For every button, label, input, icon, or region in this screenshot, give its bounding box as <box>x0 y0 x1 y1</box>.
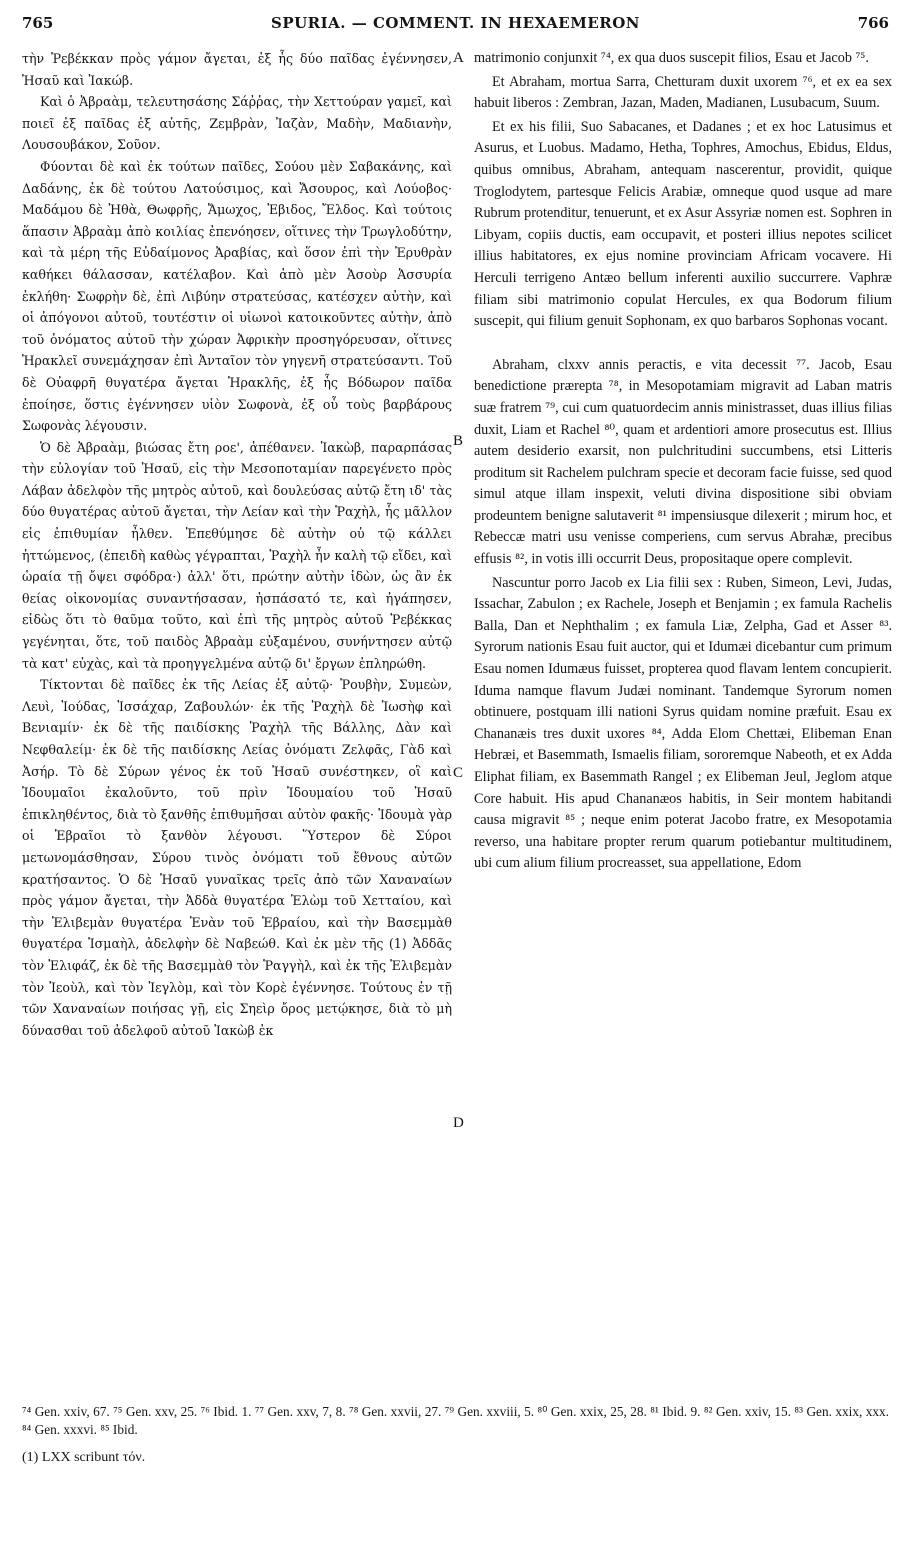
running-title: SPURIA. — COMMENT. IN HEXAEMERON <box>270 14 641 32</box>
latin-paragraph: Et ex his filii, Suo Sabacanes, et Dadanes ; et ex hoc Latusimus et Asurus, et Luobus. Madamo, Hetha, Tophres, Amochus, Ebidus, Eldus, quibus omnibus, Abraham, antequam nascerentur, providit, quique Troglodytem, partesque Felicis Arabiæ, omneque quod usque ad mare Rubrum protenditur, tenuerunt, et ex Asur Assyriæ nomen est. Sophren in Libyam, copiis ductis, eam occupavit, et posteri illius nepotes scilicet illius habitatores, ex ejus nomine provinciam Africam vocavere. Hi Herculi terrigeno Antæo bellum inferenti auxilio succurrere. Vaphræ filiam sibi matrimonio copulat Hercules, ex qua Bodorum filium suscepit, qui filium genuit Sophonam, ex quo barbaros Sophonas vocant. <box>474 118 892 330</box>
margin-letter-b: B <box>453 433 464 449</box>
greek-paragraph: Καὶ ὁ Ἀβραὰμ, τελευτησάσης Σάῤῥας, τὴν Χεττούραν γαμεῖ, καὶ ποιεῖ ἐξ παῖδας ἐξ αὐτῆς, Ζεμβρὰν, Ἰαζὰν, Μαδὴν, Μαδιανὴν, Λουσουβάκον, Σοῦον. <box>22 94 452 153</box>
latin-paragraph: Nascuntur porro Jacob ex Lia filii sex : Ruben, Simeon, Levi, Judas, Issachar, Zabulon ; ex Rachele, Joseph et Benjamin ; ex famula Rachelis Balla, Dan et Nephthalim ; ex famula Liæ, Zelpha, Gad et Asser ⁸³. Syrorum nationis Esau fuit auctor, qui et Idumæi dicebantur cum primum Esau nomen Idumæus fuisset, propterea quod flavam lentem concupierit. Iduma namque flavum Judæi nominant. Tandemque Syrorum nomen obtinuere, postquam illi nationi Syrus quidam nomine præfuit. Esau ex Chananæis tres duxit uxores ⁸⁴, Adda Elom Chettæi, Elibeman Enan Hebræi, et Basemmath, Ismaelis filiam, sororemque Nabeoth, et ex Adda Eliphat filiam, ex Basemmath Rangel ; ex Elibeman Jeul, Jeglom atque Core habuit. His apud Chananæos habitis, in Seir montem habitandi causa migravit ⁸⁵ ; neque enim poterat Jacobo fratre, ex Mesopotamia reverso, una habitare propter rerum quarum potiebantur multitudinem, ubi cum alium filium procreasset, sua appellatione, Edom <box>474 574 892 872</box>
footnote-greek-variant: (1) LXX scribunt τόν. <box>22 1450 146 1465</box>
latin-paragraph: Et Abraham, mortua Sarra, Chetturam duxit uxorem ⁷⁶, et ex ea sex habuit liberos : Zembran, Jazan, Maden, Madianen, Lusubacum, Suum. <box>474 73 892 112</box>
right-page-number: 766 <box>857 14 889 32</box>
left-page-number: 765 <box>22 14 54 32</box>
greek-paragraph: Ὁ δὲ Ἀβραὰμ, βιώσας ἔτη ροε', ἀπέθανεν. Ἰακὼβ, παραρπάσας τὴν εὐλογίαν τοῦ Ἠσαῦ, εἰς τὴν Μεσοποταμίαν παρεγένετο πρὸς Λάβαν ἀδελφὸν τῆς μητρὸς αὐτοῦ, καὶ δουλεύσας αὐτῷ ἔτη ιδ' τὰς δύο θυγατέρας αὐτοῦ ἄγεται, τὴν Λείαν καὶ τὴν Ῥαχὴλ, ἧς μᾶλλον εἰς ἐπιθυμίαν ἦλθεν. Ἐπεθύμησε δὲ αὐτὴν οὐ τῷ κάλλει ἡττώμενος, (ἐπειδὴ καθὼς γέγραπται, Ῥαχὴλ ἦν καλὴ τῷ εἴδει, καὶ ὡραία τῇ ὄψει σφόδρα·) ἀλλ' ὅτι, πρώτην αὐτὴν ἰδὼν, ὡς ἂν ἐκ θείας οἰκονομίας συναντήσασαν, ἠσπάσατό τε, καὶ ἠγάπησεν, εἰδὼς ὅτι τὸ θαῦμα τοῦτο, καὶ ἐπὶ τῆς μητρὸς αὐτοῦ Ῥεβέκκας γεγένηται, ὅτε, τοῦ παιδὸς Ἀβραὰμ εὐξαμένου, συνήντησεν αὐτῷ τὰ κατ' εὐχὰς, καὶ τὰ προηγγελμένα αὐτῷ δι' ἔργων ἐπληρώθη. <box>22 439 452 671</box>
latin-paragraph: matrimonio conjunxit ⁷⁴, ex qua duos suscepit filios, Esau et Jacob ⁷⁵. <box>474 50 869 66</box>
page-header <box>22 14 889 38</box>
greek-column <box>22 48 452 1041</box>
latin-column <box>474 48 892 875</box>
margin-letter-c: C <box>453 765 464 781</box>
greek-paragraph: Τίκτονται δὲ παῖδες ἐκ τῆς Λείας ἐξ αὐτῷ· Ῥουβὴν, Συμεὼν, Λευὶ, Ἰούδας, Ἰσσάχαρ, Ζαβουλών· ἐκ τῆς Ῥαχὴλ δὲ Ἰωσὴφ καὶ Βενιαμίν· ἐκ δὲ τῆς παιδίσκης Ῥαχὴλ τῆς Βάλλης, Δὰν καὶ Νεφθαλείμ· ἐκ δὲ τῆς παιδίσκης Λείας ὀνόματι Ζελφᾶς, Γὰδ καὶ Ἀσήρ. Τὸ δὲ Σύρων γένος ἐκ τοῦ Ἠσαῦ συνέστηκεν, οἳ καὶ Ἰδουμαῖοι ἐκαλοῦντο, τοῦ πρὶν Ἰδουμαίου τοῦ Ἠσαῦ ἐπικληθέντος, διὰ τὸ ξανθῆς ἐπιθυμῆσαι αὐτὸν φακῆς· Ἰδουμὰ γὰρ οἱ Ἑβραῖοι τὸ ξανθὸν λέγουσι. Ὕστερον δὲ Σύροι μετωνομάσθησαν, Σύρου τινὸς ὀνόματι τοῦ ἔθνους αὐτῶν κρατήσαντος. Ὁ δὲ Ἠσαῦ γυναῖκας τρεῖς ἀπὸ τῶν Χαναναίων πρὸς γάμον ἄγεται, τὴν Ἀδδὰ θυγατέρα Ἐλὼμ τοῦ Χετταίου, καὶ τὴν Ἐλιβεμὰν θυγατέρα Ἐνὰν τοῦ Ἑβραίου, καὶ τὴν Βασεμμὰθ θυγατέρα Ἰσμαὴλ, ἀδελφὴν δὲ Ναβεώθ. Καὶ ἐκ μὲν τῆς (1) Ἀδδᾶς τὸν Ἐλιφάζ, ἐκ δὲ τῆς Βασεμμὰθ τὸν Ῥαγγὴλ, καὶ ἐκ τῆς Ἐλιβεμὰν τὸν Ἰεοὺλ, καὶ τὸν Ἰεγλὸμ, καὶ τὸν Κορὲ ἐγέννησε. Τούτους ἐν τῇ τῶν Χαναναίων ποιήσας γῇ, εἰς Σηεὶρ ὄρος μετῴκησε, διὰ τὸ μὴ δύνασθαι τοῦ ἀδελφοῦ αὐτοῦ Ἰακὼβ ἐκ <box>22 677 452 1038</box>
footnotes: ⁷⁴ Gen. xxiv, 67. ⁷⁵ Gen. xxv, 25. ⁷⁶ Ibid. 1. ⁷⁷ Gen. xxv, 7, 8. ⁷⁸ Gen. xxvii, 27. ⁷⁹ Gen. xxviii, 5. ⁸⁰ Gen. xxix, 25, 28. ⁸¹ Ibid. 9. ⁸² Gen. xxiv, 15. ⁸³ Gen. xxix, xxx. ⁸⁴ Gen. xxxvi. ⁸⁵ Ibid. <box>22 1404 889 1437</box>
greek-paragraph: Φύονται δὲ καὶ ἐκ τούτων παῖδες, Σούου μὲν Σαβακάνης, καὶ Δαδάνης, ἐκ δὲ τούτου Λατούσιμος, καὶ Ἄσουρος, καὶ Λούοβος· Μαδάμου δὲ Ἠθὰ, Θωφρῆς, Ἄμωχος, Ἐβιδος, Ἔλδος. Καὶ τούτοις ἅπασιν Ἀβραὰμ ἀπὸ κοιλίας ἐπενόησεν, οἵτινες τὴν Τρωγλοδύτην, καὶ τὰ μέρη τῆς Εὐδαίμονος Ἀραβίας, καὶ ὅσον ἐπὶ τὴν Ἐρυθρὰν καθήκει θάλασσαν, κατέλαβον. Καὶ ἀπὸ μὲν Ἀσοὺρ Ἀσσυρία ἐκλήθη· Σωφρὴν δὲ, ἐπὶ Λιβύην στρατεύσας, κατέσχεν αὐτὴν, καὶ οἱ ἀπόγονοι αὐτοῦ, τουτέστιν οἱ υἱωνοὶ κατοικοῦντες αὐτὴν, ἀπὸ τοῦ ὀνόματος αὐτοῦ τὴν χώραν Ἀφρικὴν προσηγόρευσαν, οἵτινες Ἡρακλεῖ συνεμάχησαν ἐπὶ Ἀνταῖον τὸν γηγενῆ στρατεύσαντι. Τοῦ δὲ Οὐαφρῆ θυγατέρα ἄγεται Ἡρακλῆς, ἐξ ἧς Βόδωρον παῖδα ἐποίησε, ὅστις ἐγέννησεν υἱὸν Σωφονὰ, ἐξ οὗ τοὺς βαρβάρους Σωφονὰς λέγουσιν. <box>22 158 452 434</box>
greek-paragraph: τὴν Ῥεβέκκαν πρὸς γάμον ἄγεται, ἐξ ἧς δύο παῖδας ἐγέννησεν, Ἠσαῦ καὶ Ἰακώβ. <box>22 51 452 88</box>
latin-paragraph: Abraham, clxxv annis peractis, e vita decessit ⁷⁷. Jacob, Esau benedictione prærepta ⁷⁸, in Mesopotamiam migravit ad Laban matris suæ fratrem ⁷⁹, cui cum quatuordecim annis ministrasset, duas illius filias duxit, Liam et Rachel ⁸⁰, quam et ardentiori amore prosecutus est. Illius autem desiderio exarsit, non pulchritudini succumbens, etsi Litteris proditum sit Rachelem pulchram specie et decoram facie fuisse, sed quod simul atque illam inspexit, veluti divina dispositione sibi obviam prodeuntem benigne salutaverit ⁸¹ impensiusque dilexerit ; mirum hoc, et Rebeccæ matri usu venisse comperiens, cum servus Abrahæ, precibus effusis ⁸², in votis illi occurrit Deus, propositaque opere complevit. <box>474 356 892 568</box>
margin-letter-a: A <box>453 50 464 66</box>
margin-letter-d: D <box>453 1115 464 1131</box>
